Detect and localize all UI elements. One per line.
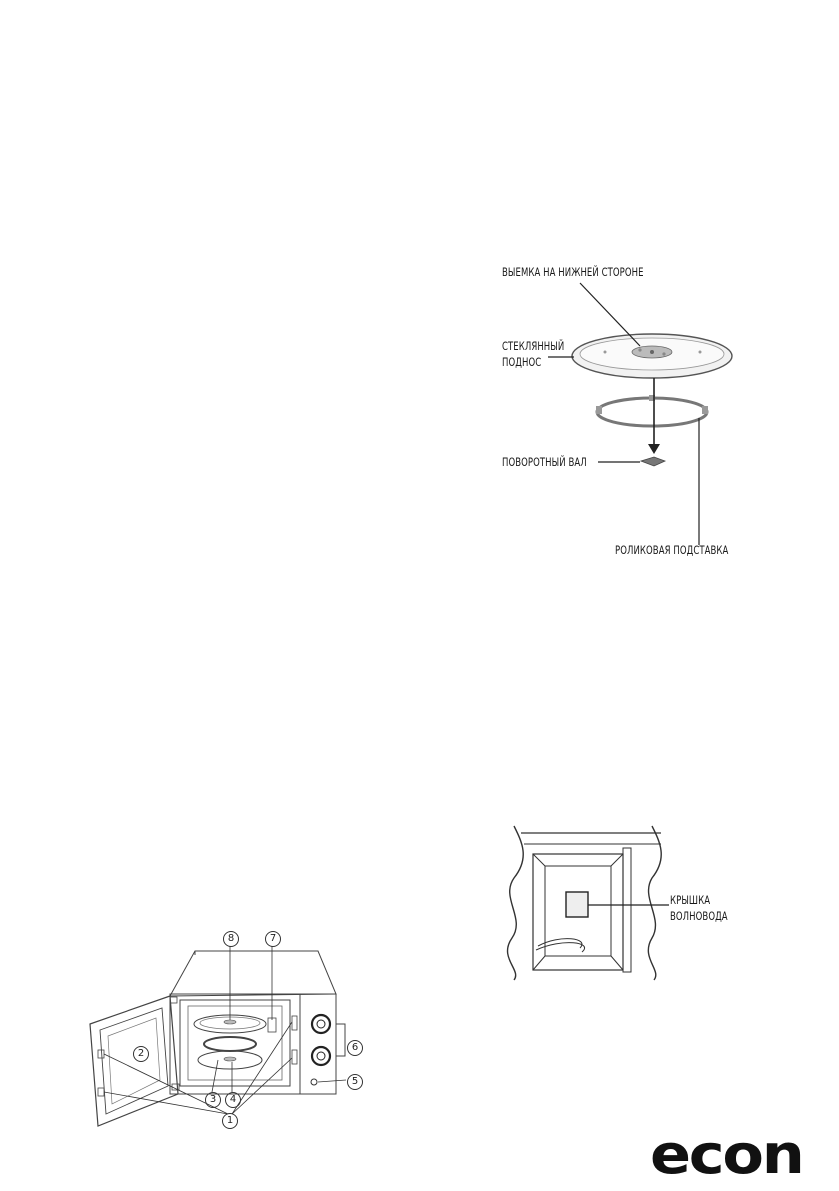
glass-tray-label-line1: СТЕКЛЯННЫЙ (502, 339, 565, 353)
door-release-button (311, 1079, 317, 1085)
part-number-4: 4 (225, 1092, 241, 1108)
control-knob-top (312, 1015, 330, 1033)
part-number-7: 7 (265, 931, 281, 947)
roller-support-label: РОЛИКОВАЯ ПОДСТАВКА (615, 543, 729, 557)
waveguide-cover-label-line2: ВОЛНОВОДА (670, 909, 728, 923)
part-number-5: 5 (347, 1074, 363, 1090)
part-number-2: 2 (133, 1046, 149, 1062)
part-number-1: 1 (222, 1113, 238, 1129)
waveguide-cover-label-line1: КРЫШКА (670, 893, 711, 907)
part-number-8: 8 (223, 931, 239, 947)
glass-tray-label-line2: ПОДНОС (502, 355, 542, 369)
part-number-6: 6 (347, 1040, 363, 1056)
shaft-label: ПОВОРОТНЫЙ ВАЛ (502, 455, 587, 469)
recess-label: ВЫЕМКА НА НИЖНЕЙ СТОРОНЕ (502, 265, 644, 279)
control-knob-bottom (312, 1047, 330, 1065)
part-number-3: 3 (205, 1092, 221, 1108)
econ-logo: econ (650, 1123, 803, 1186)
